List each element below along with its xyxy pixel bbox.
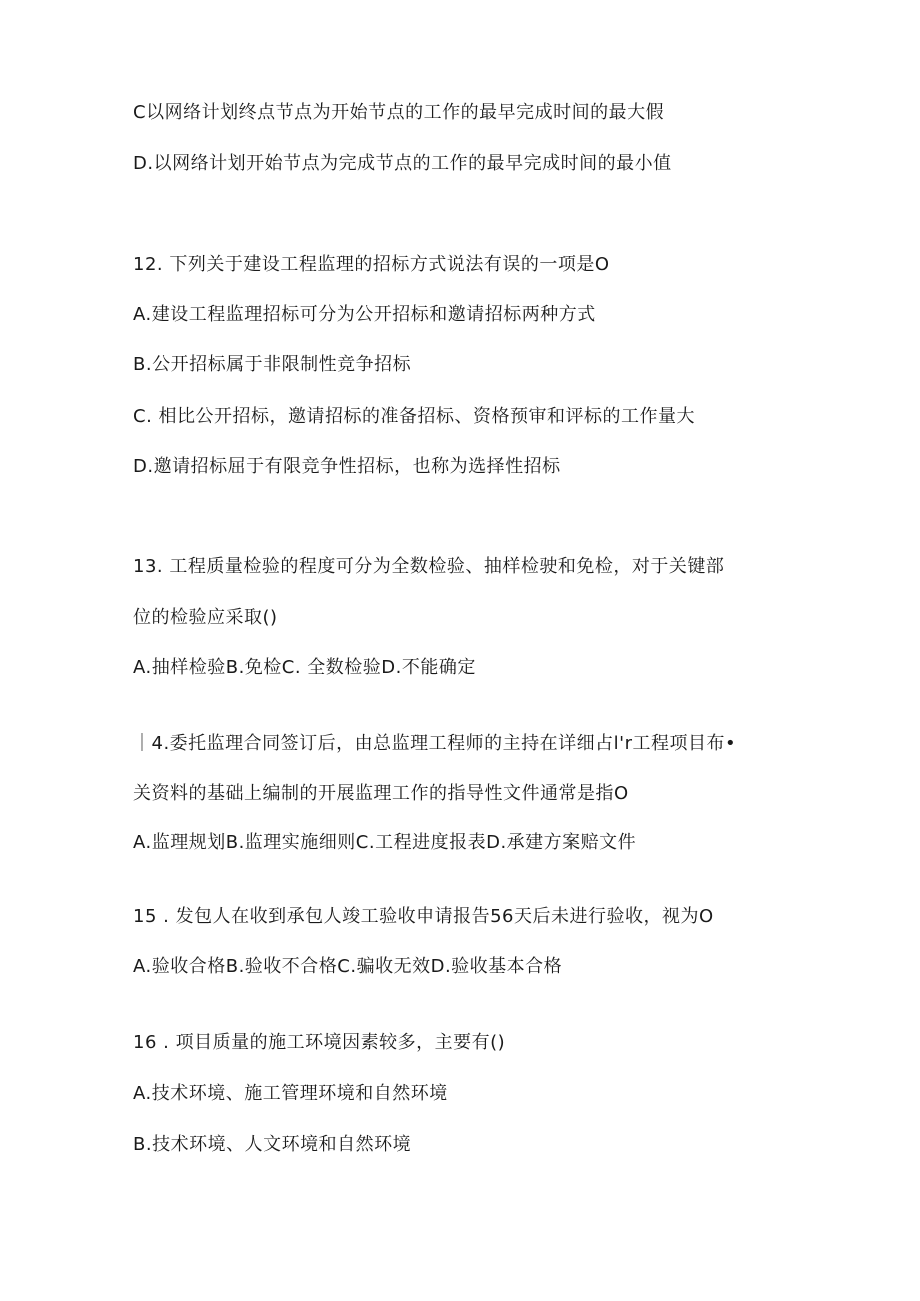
question-16: 16 . 项目质量的施工环境因素较多，主要有() xyxy=(133,1032,506,1053)
option-a-q12: A.建设工程监理招标可分为公开招标和邀请招标两种方式 xyxy=(133,304,596,325)
options-q13: A.抽样检验B.免检C. 全数检验D.不能确定 xyxy=(133,657,476,678)
option-b-q12: B.公开招标属于非限制性竞争招标 xyxy=(133,354,412,375)
question-13-line-2: 位的检验应采取() xyxy=(133,607,278,628)
option-c-q12: C. 相比公开招标，邀请招标的准备招标、资格预审和评标的工作量大 xyxy=(133,406,696,427)
options-q14: A.监理规划B.监理实施细则C.工程进度报表D.承建方案赔文件 xyxy=(133,832,637,853)
question-12: 12. 下列关于建设工程监理的招标方式说法有误的一项是O xyxy=(133,254,610,275)
question-15: 15 . 发包人在收到承包人竣工验收申请报告56天后未进行验收，视为O xyxy=(133,906,714,927)
option-d-q12: D.邀请招标屈于有限竞争性招标，也称为选择性招标 xyxy=(133,456,561,477)
option-a-q16: A.技术环境、施工管理环境和自然环境 xyxy=(133,1083,448,1104)
option-c-q11: C以网络计划终点节点为开始节点的工作的最早完成时间的最大假 xyxy=(133,102,665,123)
option-d-q11: D.以网络计划开始节点为完成节点的工作的最早完成时间的最小值 xyxy=(133,153,672,174)
question-14-line-2: 关资料的基础上编制的开展监理工作的指导性文件通常是指O xyxy=(133,783,629,804)
question-14-line-1: ｜4.委托监理合同签订后，由总监理工程师的主持在详细占l'r工程项目布• xyxy=(133,733,737,754)
option-b-q16: B.技术环境、人文环境和自然环境 xyxy=(133,1134,412,1155)
question-13-line-1: 13. 工程质量检验的程度可分为全数检验、抽样检驶和免检，对于关键部 xyxy=(133,556,725,577)
options-q15: A.验收合格B.验收不合格C.骗收无效D.验收基本合格 xyxy=(133,956,563,977)
